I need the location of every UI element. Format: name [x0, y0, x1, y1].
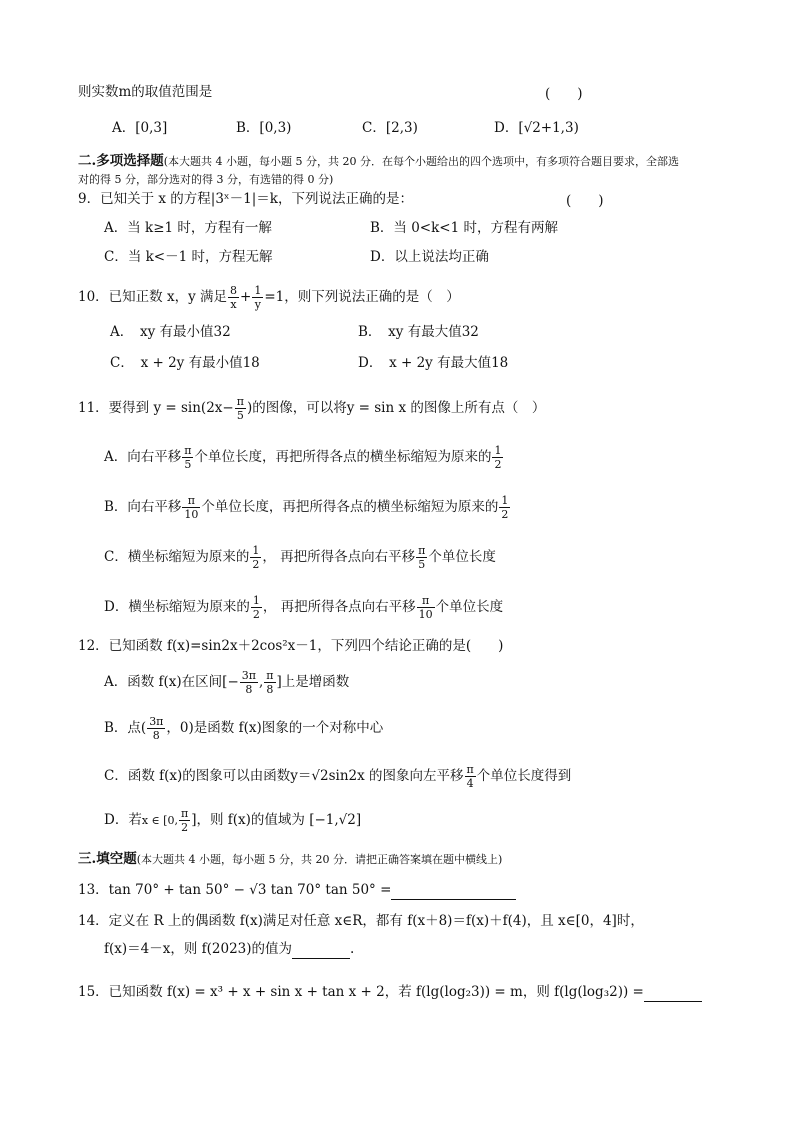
q9-answer-paren[interactable]: ( ) — [566, 193, 604, 209]
q11-option-c: C．横坐标缩短为原来的 $\frac{1}{2}$ ， 再把所得各点向右平移 $\frac{\pi}{5}$ 个单位长度 — [104, 544, 496, 571]
q11-option-d: D．横坐标缩短为原来的 $\frac{1}{2}$ ， 再把所得各点向右平移 $\frac{\pi}{10}$ 个单位长度 — [104, 594, 504, 621]
q12-a-fraction-pi-over-8: $\frac{\pi}{8}$ — [266, 669, 274, 696]
q11-b-fraction-half: $\frac{1}{2}$ — [501, 494, 509, 521]
q9-option-a: A．当 k≥1 时，方程有一解 — [104, 220, 272, 236]
q11-c-fraction-half: $\frac{1}{2}$ — [252, 544, 260, 571]
q10-fraction-8-over-x: $\frac{8}{x}$ — [230, 284, 238, 311]
q11-d-fraction-half: $\frac{1}{2}$ — [252, 594, 260, 621]
q9-option-b: B．当 0<k<1 时，方程有两解 — [370, 220, 558, 236]
q15-answer-blank[interactable] — [644, 985, 702, 1002]
q14-answer-blank[interactable] — [292, 942, 350, 959]
q8-stem: 则实数m的取值范围是 — [78, 84, 213, 100]
q10-fraction-1-over-y: $\frac{1}{y}$ — [254, 284, 262, 311]
q9-stem: 9．已知关于 x 的方程|3ˣ－1|＝k，下列说法正确的是： — [78, 191, 413, 207]
section2-header — [78, 151, 679, 172]
q13-stem: 13．tan 70° + tan 50° − √3 tan 70° tan 50° = — [78, 880, 516, 900]
q8-option-b: B．[0,3) — [236, 120, 292, 136]
q8-option-d: D．[√2+1,3) — [494, 120, 579, 136]
section3-header — [78, 849, 502, 870]
q10-option-b: B． xy 有最大值32 — [358, 324, 479, 340]
q11-fraction-pi-over-5: $\frac{\pi}{5}$ — [236, 395, 244, 422]
q12-stem: 12．已知函数 f(x)=sin2x＋2cos²x－1，下列四个结论正确的是( ) — [78, 638, 504, 654]
q10-option-c: C． x + 2y 有最小值18 — [110, 355, 260, 371]
section3-title: 三.填空题 — [78, 851, 137, 867]
q12-option-a: A．函数 f(x)在区间[− $\frac{3\pi}{8}$ , $\frac{\pi}{8}$ ]上是增函数 — [104, 669, 350, 696]
q12-c-fraction-pi-over-4: $\frac{\pi}{4}$ — [466, 763, 474, 790]
q13-answer-blank[interactable] — [391, 883, 516, 900]
q11-c-fraction-pi: $\frac{\pi}{5}$ — [418, 544, 426, 571]
q12-option-b: B．点( $\frac{3\pi}{8}$ ，0)是函数 f(x)图象的一个对称中心 — [104, 715, 384, 742]
q14-line1: 14．定义在 R 上的偶函数 f(x)满足对任意 x∈R，都有 f(x＋8)＝f(x)＋f(4)，且 x∈[0，4]时， — [78, 913, 644, 929]
q10-stem: 10．已知正数 x，y 满足 $\frac{8}{x}$ + $\frac{1}{y}$ =1，则下列说法正确的是（ ） — [78, 284, 460, 311]
q11-a-fraction-pi: $\frac{\pi}{5}$ — [184, 444, 192, 471]
q12-option-c: C．函数 f(x)的图象可以由函数y＝√2sin2x 的图象向左平移 $\frac{\pi}{4}$ 个单位长度得到 — [104, 763, 572, 790]
q9-option-c: C．当 k<－1 时，方程无解 — [104, 249, 273, 265]
q14-line2: f(x)＝4－x，则 f(2023)的值为 . — [104, 941, 355, 957]
q10-option-d: D． x + 2y 有最大值18 — [358, 355, 509, 371]
q12-c-sqrt2: √2 — [311, 768, 329, 784]
section3-note: (本大题共 4 小题，每小题 5 分，共 20 分．请把正确答案填在题中横线上) — [136, 853, 503, 866]
q12-b-fraction-3pi-over-8: $\frac{3\pi}{8}$ — [149, 715, 164, 742]
q15-stem: 15．已知函数 f(x) = x³ + x + sin x + tan x + 2，若 f(lg(log₂3)) = m，则 f(lg(log₃2)) = — [78, 982, 702, 1002]
q8-option-c: C．[2,3) — [362, 120, 418, 136]
q11-option-b: B．向右平移 $\frac{\pi}{10}$ 个单位长度，再把所得各点的横坐标缩短为原来的 $\frac{1}{2}$ — [104, 494, 509, 521]
q12-option-d: D．若x ∈ [0, $\frac{\pi}{2}$ ]，则 f(x)的值域为 [−1,√2] — [104, 807, 362, 834]
q10-option-a: A． xy 有最小值32 — [110, 324, 231, 340]
section2-note: (本大题共 4 小题，每小题 5 分，共 20 分．在每个小题给出的四个选项中，有多项符合题目要求，全部选 — [163, 155, 679, 168]
q12-a-fraction-3pi-over-8: $\frac{3\pi}{8}$ — [241, 669, 256, 696]
q11-a-fraction-half: $\frac{1}{2}$ — [494, 444, 502, 471]
q11-b-fraction-pi: $\frac{\pi}{10}$ — [184, 494, 199, 521]
section2-title: 二.多项选择题 — [78, 153, 164, 169]
q8-option-a: A．[0,3] — [112, 120, 168, 136]
section2-note-line2: 对的得 5 分，部分选对的得 3 分，有选错的得 0 分) — [78, 173, 334, 186]
q12-d-fraction-pi-over-2: $\frac{\pi}{2}$ — [180, 807, 189, 834]
q11-d-fraction-pi: $\frac{\pi}{10}$ — [418, 594, 433, 621]
q9-option-d: D．以上说法均正确 — [370, 249, 489, 265]
q11-stem: 11．要得到 y = sin(2x− $\frac{\pi}{5}$ )的图像，可以将y = sin x 的图像上所有点（ ） — [78, 395, 546, 422]
q8-answer-paren[interactable]: ( ) — [545, 86, 583, 102]
q11-option-a: A．向右平移 $\frac{\pi}{5}$ 个单位长度，再把所得各点的横坐标缩短为原来的 $\frac{1}{2}$ — [104, 444, 502, 471]
